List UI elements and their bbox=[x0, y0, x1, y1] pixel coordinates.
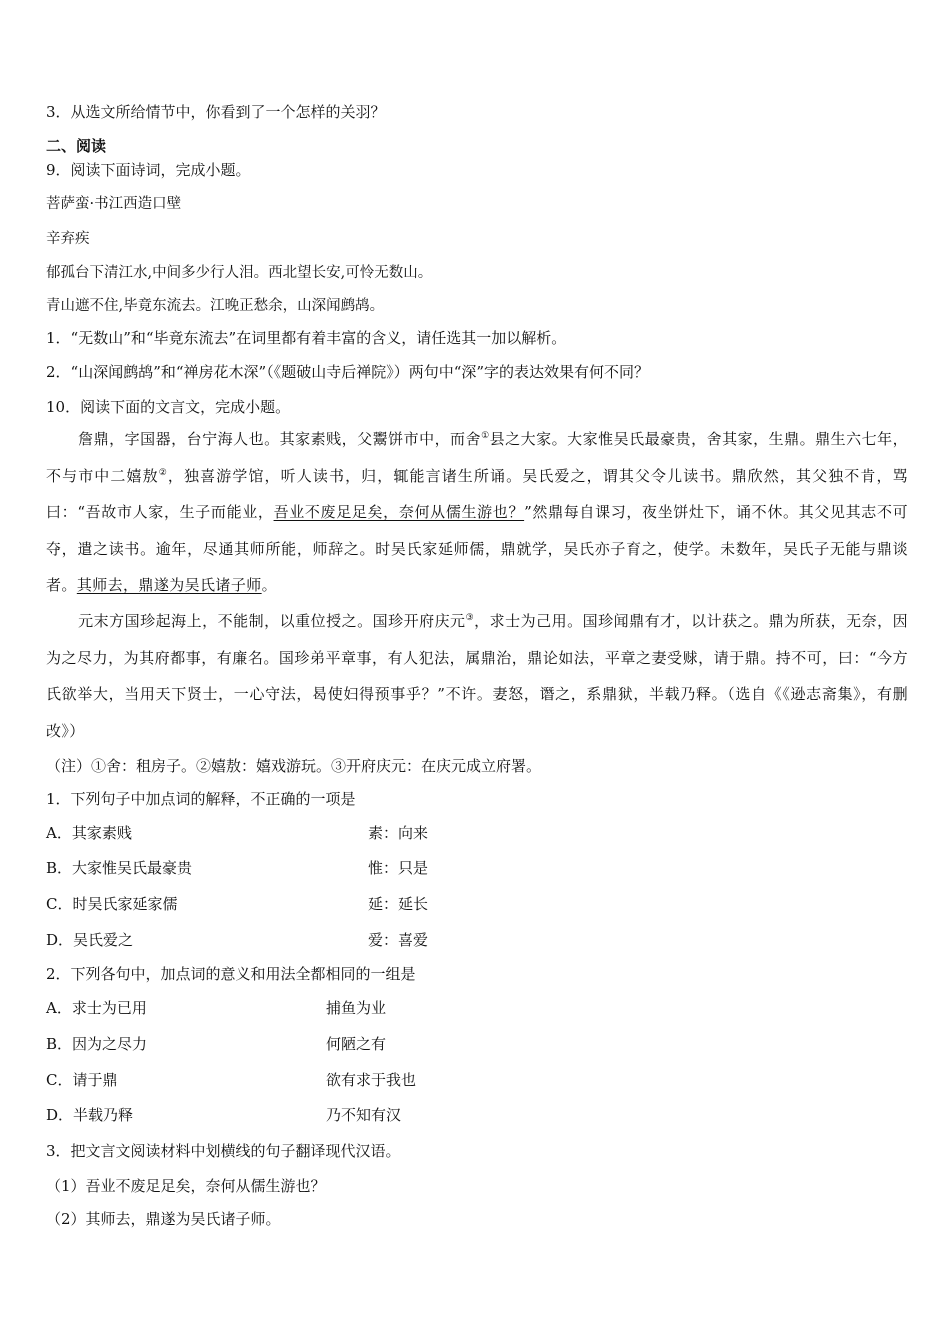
option-a-sentence: A．求士为已用 bbox=[46, 999, 147, 1017]
passage-paragraph-2 bbox=[46, 603, 908, 749]
footnote-mark: ③ bbox=[465, 613, 475, 623]
underlined-sentence-1: 吾业不废足足矣，奈何从儒生游也？ bbox=[273, 503, 525, 521]
footnote-mark: ① bbox=[481, 431, 490, 441]
question-10-sub1-stem: 1．下列句子中加点词的解释，不正确的一项是 bbox=[46, 790, 356, 808]
option-c-explanation: 延：延长 bbox=[368, 895, 429, 913]
option-b-compare: 何陋之有 bbox=[326, 1035, 387, 1053]
option-d-sentence: D．半载乃释 bbox=[46, 1106, 134, 1124]
option-a-explanation: 素：向来 bbox=[368, 824, 429, 842]
poem-title: 菩萨蛮·书江西造口壁 bbox=[46, 196, 182, 212]
passage-text: 元末方国珍起海上，不能制，以重位授之。国珍开府庆元 bbox=[78, 612, 466, 630]
question-9-stem: 9．阅读下面诗词，完成小题。 bbox=[46, 161, 251, 179]
question-10-sub2-stem: 2．下列各句中，加点词的意义和用法全都相同的一组是 bbox=[46, 965, 416, 983]
option-b-text: B．大家惟吴氏最豪贵 bbox=[46, 859, 193, 877]
question-10-sub3-stem: 3．把文言文阅读材料中划横线的句子翻译现代汉语。 bbox=[46, 1142, 401, 1160]
footnote-mark: ② bbox=[158, 467, 168, 478]
section-title: 二、阅读 bbox=[46, 137, 107, 155]
option-c-compare: 欲有求于我也 bbox=[326, 1071, 417, 1089]
passage-text: 县之大家。大家惟吴氏最豪贵，舍其家，生鼎。鼎生六七年，不与市中二嬉敖 bbox=[46, 430, 909, 485]
option-a-text: A．其家素贱 bbox=[46, 824, 132, 842]
passage-paragraph-1 bbox=[46, 421, 908, 604]
question-9-sub2: 2．“山深闻鹧鸪”和“禅房花木深”（《题破山寺后禅院》）两句中“深”字的表达效果有何不同？ bbox=[46, 363, 650, 381]
poem-author: 辛弃疾 bbox=[46, 231, 90, 247]
option-b-explanation: 惟：只是 bbox=[368, 859, 429, 877]
passage-text: ，求士为己用。国珍闻鼎有才，以计获之。鼎为所获，无奈，因为之尽力，为其府都事，有廉名。国珍弟平章事，有人犯法，属鼎治，鼎论如法，平章之妻受赇，请于鼎。持不可，曰：“今方氏欲举大，当用天下贤士，一心守法，曷使妇得预事乎？”不许。妻怒，谮之，系鼎狱，半载乃释。（选自《《逊志斋集》，有删改》） bbox=[46, 612, 908, 740]
passage-text: 。 bbox=[261, 576, 278, 594]
passage-text: ”然鼎每自课习，夜坐饼灶下，诵不休。其父见其志不可夺，遣之读书。逾年，尽通其师所能，师辞之。时吴氏家延师儒，鼎就学，吴氏亦子育之，使学。未数年，吴氏子无能与鼎谈者。 bbox=[46, 503, 908, 594]
question-3-prev: 3．从选文所给情节中，你看到了一个怎样的关羽？ bbox=[46, 103, 386, 121]
option-a-compare: 捕鱼为业 bbox=[326, 999, 387, 1017]
poem-line-2: 青山遮不住,毕竟东流去。江晚正愁余，山深闻鹧鸪。 bbox=[46, 298, 385, 314]
question-10-stem: 10．阅读下面的文言文，完成小题。 bbox=[46, 398, 291, 416]
passage-text: 詹鼎，字国器，台宁海人也。其家素贱，父鬻饼市中，而舍 bbox=[78, 430, 482, 448]
passage-notes: （注）①舍：租房子。②嬉敖：嬉戏游玩。③开府庆元：在庆元成立府署。 bbox=[46, 757, 542, 775]
option-b-sentence: B．因为之尽力 bbox=[46, 1035, 148, 1053]
poem-line-1: 郁孤台下清江水,中间多少行人泪。西北望长安,可怜无数山。 bbox=[46, 265, 433, 281]
underlined-sentence-2: 其师去，鼎遂为吴氏诸子师 bbox=[76, 576, 262, 594]
option-d-explanation: 爱：喜爱 bbox=[368, 931, 429, 949]
translation-item-2: （2）其师去，鼎遂为吴氏诸子师。 bbox=[46, 1210, 281, 1228]
question-9-sub1: 1．“无数山”和“毕竟东流去”在词里都有着丰富的含义，请任选其一加以解析。 bbox=[46, 329, 567, 347]
translation-item-1: （1）吾业不废足足矣，奈何从儒生游也？ bbox=[46, 1177, 326, 1195]
option-d-compare: 乃不知有汉 bbox=[326, 1106, 402, 1124]
option-c-text: C．时吴氏家延家儒 bbox=[46, 895, 178, 913]
passage-text: ，独喜游学馆，听人读书，归，辄能言诸生所诵。吴氏爱之，谓其父令儿读书。鼎欣然，其父独不肯，骂曰：“吾故市人家，生子而能业， bbox=[46, 466, 909, 521]
option-c-sentence: C．请于鼎 bbox=[46, 1071, 118, 1089]
option-d-text: D．吴氏爱之 bbox=[46, 931, 134, 949]
